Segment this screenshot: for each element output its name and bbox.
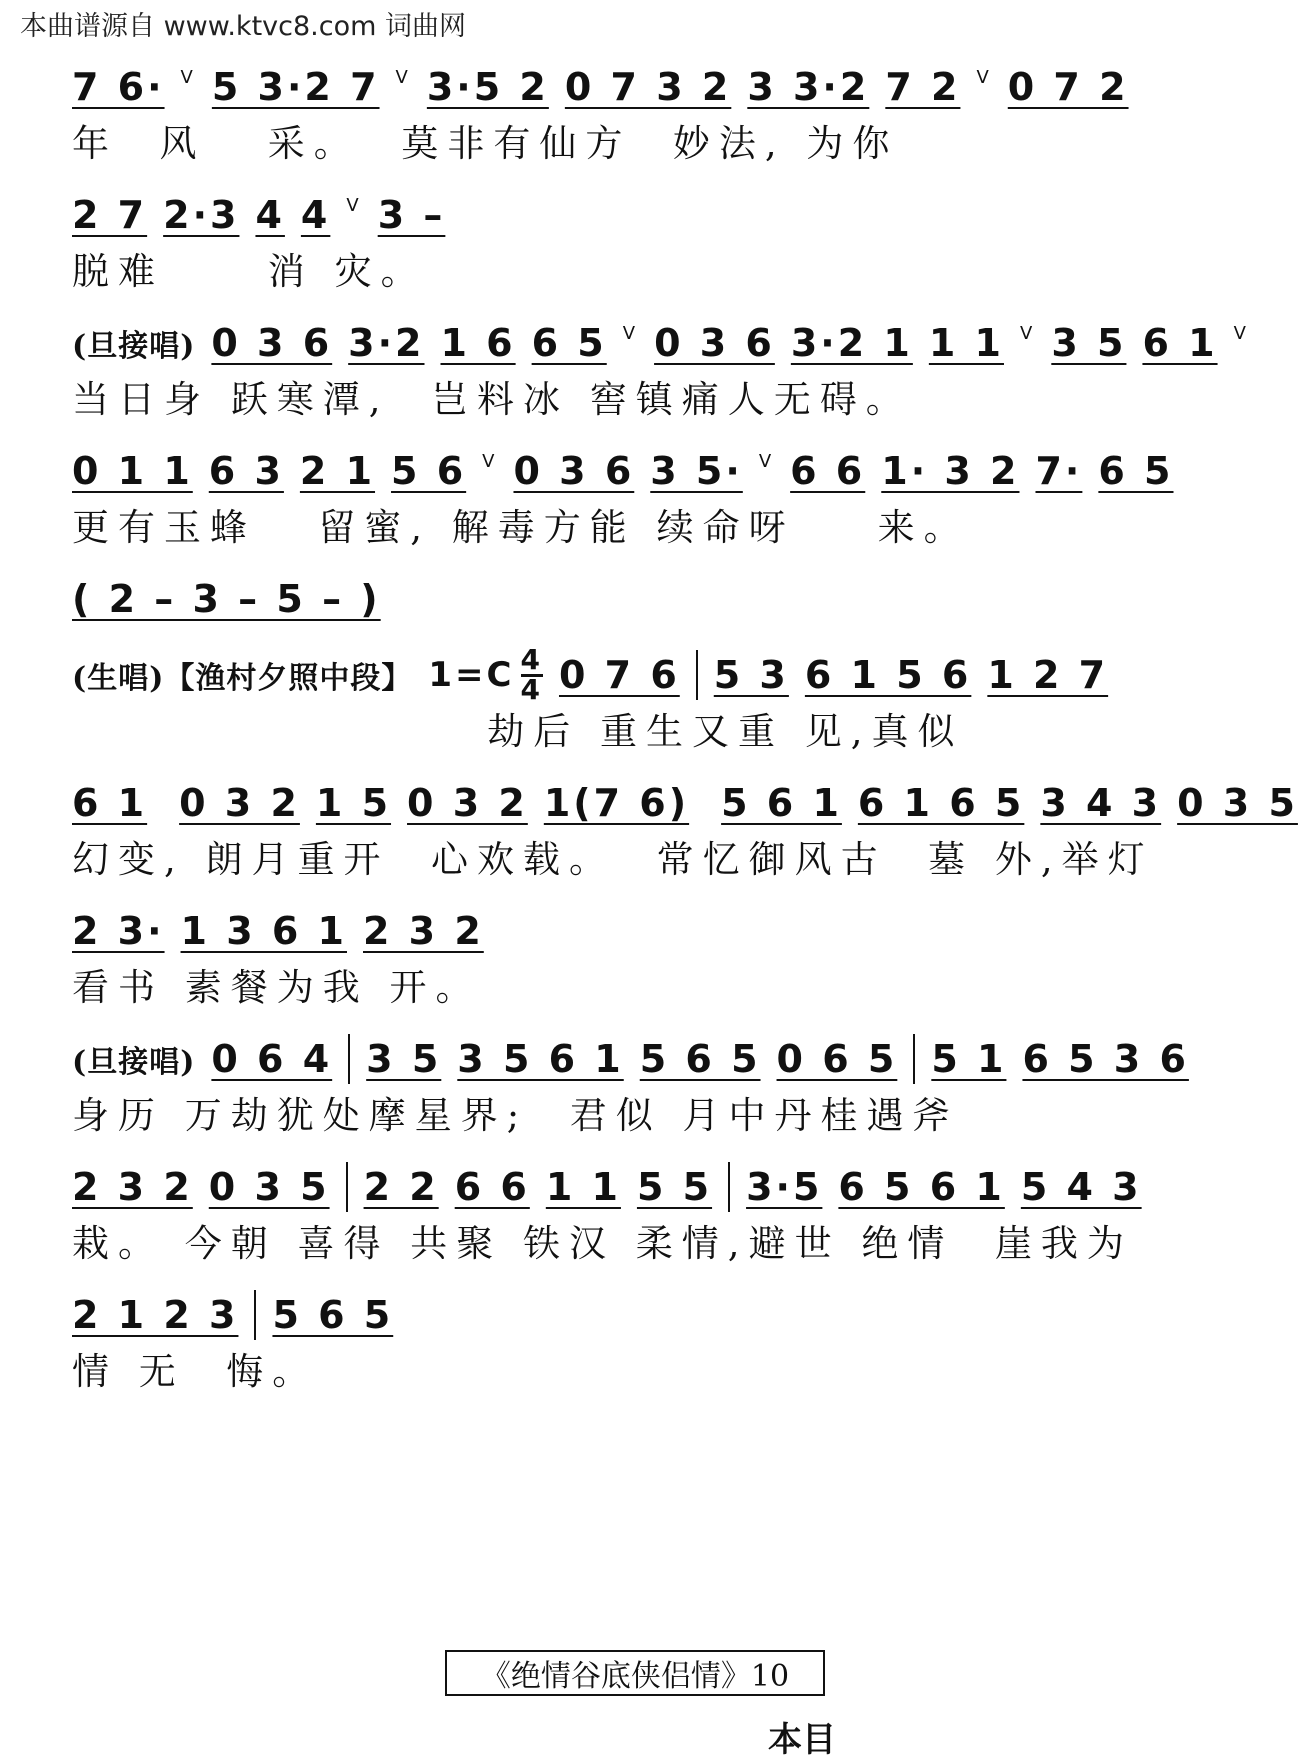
barline <box>346 1162 348 1212</box>
note-group: 6 1 6 5 <box>857 781 1025 825</box>
note-group: 5 3·2 7 <box>211 65 380 109</box>
notation-row <box>72 904 1192 958</box>
notation-row <box>72 642 1192 706</box>
note-group: 6 5 <box>531 321 607 365</box>
notation-row <box>72 60 1192 114</box>
note-group: 1(7 6) <box>543 781 690 825</box>
lyrics-row: 更有玉蜂 留蜜, 解毒方能 续命呀 来。 <box>72 506 970 549</box>
note-group: 1 3 6 1 <box>180 909 347 953</box>
page-title-box <box>445 1650 825 1696</box>
page-title: 《绝情谷底侠侣情》10 <box>480 1659 790 1694</box>
note-group: 5 1 <box>931 1037 1007 1081</box>
singer-label: (旦接唱) <box>72 329 196 364</box>
note-group: 3·2 <box>348 321 425 365</box>
note-group: 0 3 6 <box>654 321 775 365</box>
note-group: 5 6 5 <box>639 1037 761 1081</box>
breath-mark: V <box>180 66 196 88</box>
note-group: 6 5 <box>1098 449 1174 493</box>
breath-mark: V <box>395 66 411 88</box>
lyrics-row: 脱难 消 灾。 <box>72 250 427 293</box>
score-block <box>72 642 1192 762</box>
lyrics-row: 幻变, 朗月重开 心欢载。 常忆御风古 墓 外,举灯 <box>72 838 1154 881</box>
note-group: 2 3 2 <box>363 909 484 953</box>
barline <box>913 1034 915 1084</box>
note-group: 3 5 <box>1051 321 1127 365</box>
source-header: 本曲谱源自 www.ktvc8.com 词曲网 <box>20 11 466 42</box>
note-group: 7 2 <box>885 65 961 109</box>
notation-row <box>72 444 1192 498</box>
lyrics-row: 身历 万劫犹处摩星界; 君似 月中丹桂遇斧 <box>72 1094 959 1137</box>
note-group: 5 6 1 <box>721 781 842 825</box>
note-group: 6 5 6 1 <box>838 1165 1005 1209</box>
breath-mark: V <box>346 194 362 216</box>
note-group: 3·5 <box>746 1165 823 1209</box>
note-group: 0 3 6 <box>513 449 635 493</box>
note-group: 5 4 3 <box>1020 1165 1142 1209</box>
barline <box>254 1290 256 1340</box>
note-group: 3·5 2 <box>426 65 549 109</box>
note-group: 0 7 2 <box>1007 65 1129 109</box>
key-signature <box>428 642 543 706</box>
note-group: 0 3 2 <box>179 781 300 825</box>
note-group: 0 7 6 <box>558 653 680 697</box>
lyrics-row: 看书 素餐为我 开。 <box>72 966 482 1009</box>
score-block <box>72 904 1192 1018</box>
barline <box>696 650 698 700</box>
note-group: 0 1 1 <box>72 449 193 493</box>
notation-row <box>72 188 1192 242</box>
note-group: 6 1 <box>1142 321 1218 365</box>
note-group: 3 5· <box>650 449 743 493</box>
singer-label: (生唱)【渔村夕照中段】 <box>72 661 413 696</box>
score-block <box>72 1160 1192 1274</box>
score-block <box>72 1032 1192 1146</box>
note-group: 0 6 4 <box>211 1037 333 1081</box>
notation-row <box>72 1032 1192 1086</box>
lyrics-row: 栽。 今朝 喜得 共聚 铁汉 柔情,避世 绝情 崖我为 <box>72 1222 1133 1265</box>
note-group: 7 6· <box>72 65 165 109</box>
breath-mark: V <box>1019 322 1036 344</box>
note-group: 6 3 <box>208 449 284 493</box>
notation-row <box>72 316 1249 370</box>
breath-mark: V <box>482 450 498 472</box>
note-group: 1· 3 2 <box>881 449 1020 493</box>
note-group: 1 1 <box>545 1165 621 1209</box>
time-signature <box>520 642 543 706</box>
notation-row <box>72 1288 1192 1342</box>
note-group: 2·3 <box>163 193 240 237</box>
breath-mark: V <box>758 450 775 472</box>
note-group: 2 3 2 <box>72 1165 193 1209</box>
breath-mark: V <box>1233 322 1249 344</box>
note-group: 4 <box>300 193 331 237</box>
notation-row <box>72 572 1192 626</box>
bottom-mark: 本目 <box>768 1720 836 1760</box>
singer-label: (旦接唱) <box>72 1045 196 1080</box>
time-signature-bottom: 4 <box>520 672 543 706</box>
note-group: 6 1 <box>72 781 148 825</box>
note-group: 7· <box>1035 449 1083 493</box>
score-block <box>72 572 1192 626</box>
note-group: 3 5 6 1 <box>457 1037 624 1081</box>
lyrics-row: 劫后 重生又重 见,真似 <box>72 710 964 753</box>
note-group: 5 5 <box>636 1165 713 1209</box>
note-group: 0 3 5 <box>208 1165 330 1209</box>
lyrics-row: 情 无 悔。 <box>72 1350 319 1393</box>
time-signature-top: 4 <box>520 642 543 676</box>
notation-row <box>72 776 1298 830</box>
note-group: 6 1 5 6 <box>804 653 972 697</box>
barline <box>728 1162 730 1212</box>
breath-mark: V <box>622 322 639 344</box>
breath-mark: V <box>976 66 992 88</box>
score <box>72 60 1298 1416</box>
note-group: 1 5 <box>315 781 392 825</box>
note-group: 6 5 3 6 <box>1022 1037 1189 1081</box>
note-group: 2 1 <box>299 449 376 493</box>
score-block <box>72 1288 1192 1402</box>
score-block <box>72 316 1249 430</box>
note-group: 3 – <box>377 193 446 237</box>
note-group: 3·2 1 <box>790 321 913 365</box>
note-group: 5 6 <box>391 449 467 493</box>
lyrics-row: 年 风 采。 莫非有仙方 妙法, 为你 <box>72 122 899 165</box>
note-group: 6 6 <box>454 1165 530 1209</box>
score-block <box>72 188 1192 302</box>
note-group: 6 6 <box>790 449 866 493</box>
barline <box>348 1034 350 1084</box>
note-group: 3 4 3 <box>1040 781 1162 825</box>
score-block <box>72 444 1192 558</box>
note-group: 2 2 <box>363 1165 439 1209</box>
note-group: 0 6 5 <box>776 1037 898 1081</box>
note-group: 5 3 <box>713 653 789 697</box>
lyrics-row: 当日身 跃寒潭, 岂料冰 窖镇痛人无碍。 <box>72 378 912 421</box>
note-group: ( 2 – 3 – 5 – ) <box>72 577 381 621</box>
note-group: 3 3·2 <box>747 65 870 109</box>
note-group: 2 1 2 3 <box>72 1293 239 1337</box>
note-group: 2 3· <box>72 909 165 953</box>
note-group: 2 7 <box>72 193 148 237</box>
note-group: 1 2 7 <box>987 653 1109 697</box>
note-group: 4 <box>255 193 285 237</box>
note-group: 0 3 6 <box>211 321 333 365</box>
note-group: 0 3 5 <box>1177 781 1298 825</box>
note-group: 5 6 5 <box>272 1293 394 1337</box>
note-group: 0 3 2 <box>407 781 528 825</box>
key-text: 1=C <box>428 655 515 695</box>
note-group: 3 5 <box>366 1037 442 1081</box>
score-block <box>72 60 1192 174</box>
note-group: 0 7 3 2 <box>564 65 732 109</box>
notation-row <box>72 1160 1192 1214</box>
note-group: 1 6 <box>440 321 516 365</box>
note-group: 1 1 <box>928 321 1004 365</box>
score-block <box>72 776 1298 890</box>
